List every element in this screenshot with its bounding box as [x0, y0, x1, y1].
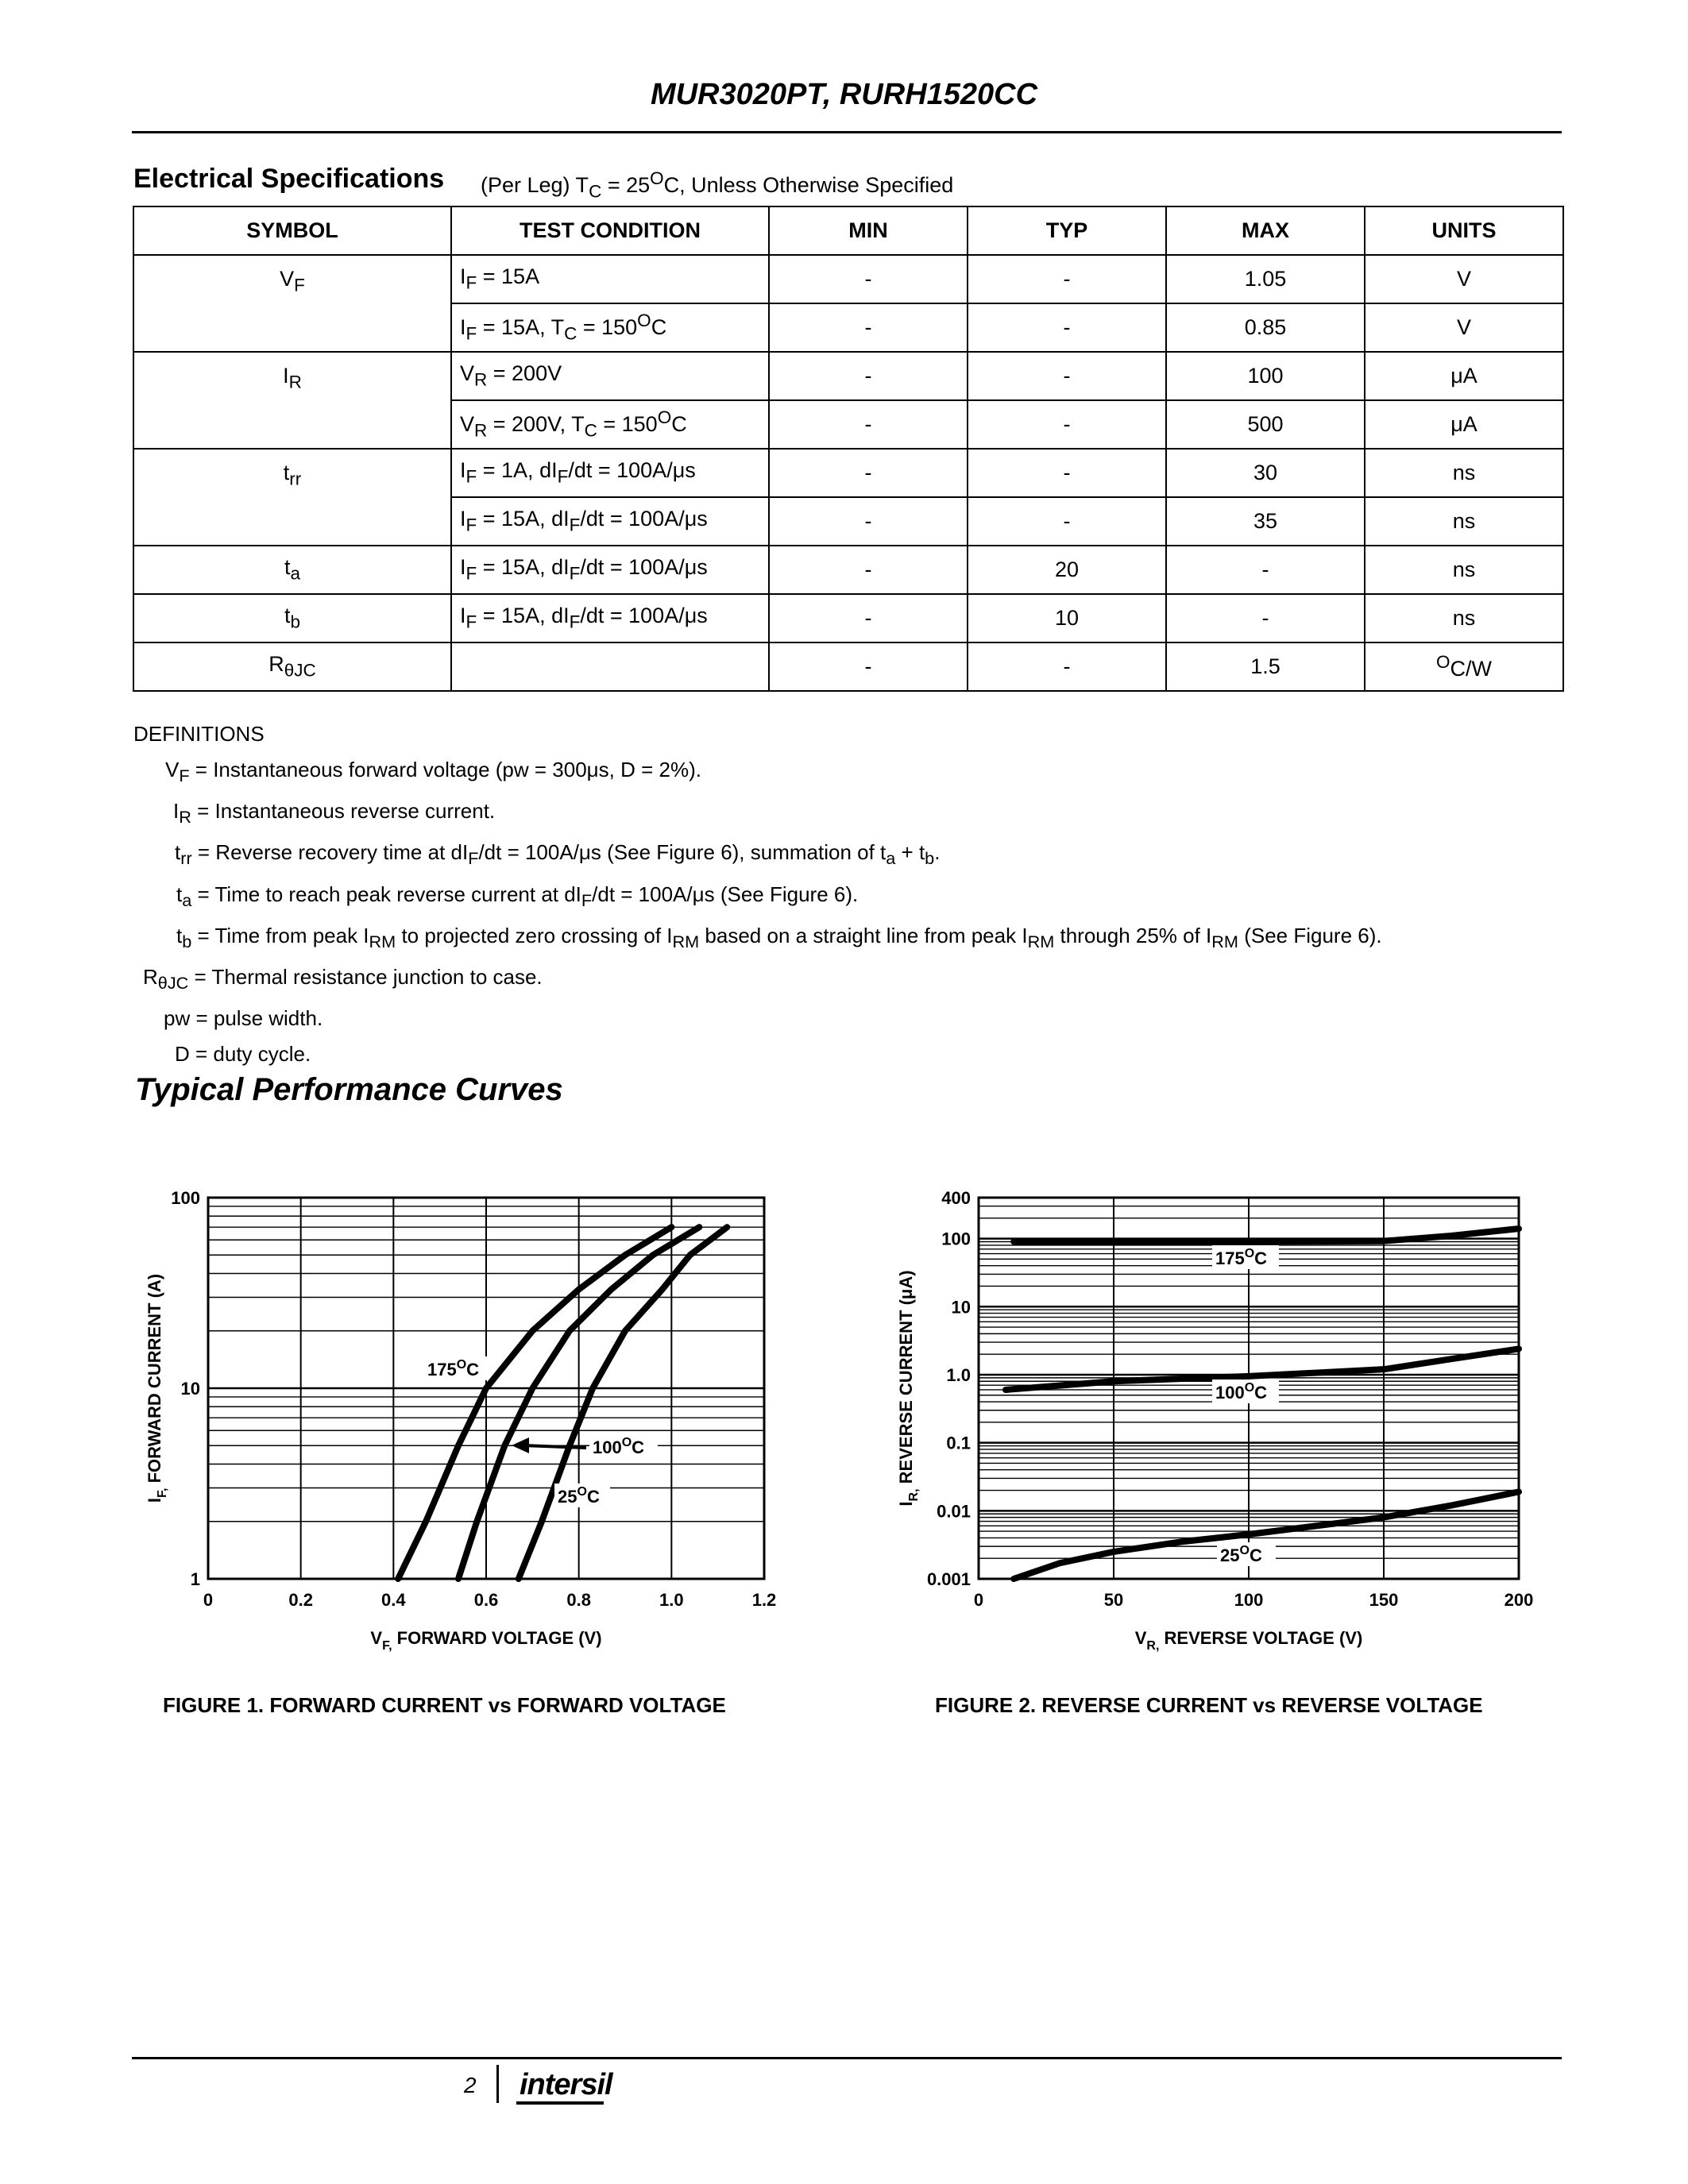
y-tick-label: 1 [190, 1569, 200, 1589]
x-tick-label: 0 [203, 1590, 214, 1610]
symbol-ir: $I_R$ [133, 352, 451, 449]
col-header-test-condition: TEST CONDITION [451, 206, 769, 255]
table-row [133, 449, 1563, 497]
min-value: - [769, 352, 968, 400]
max-value: - [1166, 594, 1365, 642]
y-tick-label: 0.001 [926, 1569, 971, 1589]
definition-pw: pw = pulse width. [164, 1006, 323, 1031]
definitions-title: DEFINITIONS [133, 722, 265, 746]
document-header-title: MUR3020PT, RURH1520CC [650, 78, 1038, 111]
y-tick-label: 100 [941, 1229, 971, 1249]
min-value: - [769, 546, 968, 594]
x-axis-label: $V_{R,}$ REVERSE VOLTAGE (V) [1134, 1628, 1363, 1652]
figure-2-chart [874, 1175, 1573, 1652]
typ-value: - [968, 400, 1166, 449]
symbol-trr: $t_{rr}$ [133, 449, 451, 546]
x-tick-label: 200 [1504, 1590, 1534, 1610]
symbol-vf: $V_F$ [133, 255, 451, 352]
col-header-symbol: SYMBOL [133, 206, 451, 255]
y-axis-label: $I_{F,}$ FORWARD CURRENT (A) [145, 1273, 169, 1503]
y-axis-label: $I_{R,}$ REVERSE CURRENT (μA) [896, 1270, 921, 1507]
y-tick-label: 10 [951, 1297, 971, 1318]
test-condition: $I_F = 15A$ [451, 255, 769, 303]
footer-divider [496, 2065, 499, 2103]
y-tick-label: 1.0 [946, 1364, 971, 1385]
intersil-logo: intersil [520, 2068, 612, 2101]
definition-vf: $V_F$ = Instantaneous forward voltage (pw = 300μs, D = 2%). [165, 758, 701, 786]
y-tick-label: 10 [180, 1379, 200, 1399]
table-row [133, 642, 1563, 691]
units-value: ns [1365, 449, 1563, 497]
table-row [133, 255, 1563, 303]
series-annotation-175: $175^OC$ [1215, 1247, 1268, 1268]
test-condition [451, 642, 769, 691]
col-header-min: MIN [769, 206, 968, 255]
max-value: - [1166, 546, 1365, 594]
header-rule [132, 131, 1562, 133]
spec-table [133, 206, 1564, 692]
table-header-row [133, 206, 1563, 255]
units-value: $^O$C/W [1365, 642, 1563, 691]
definition-rthjc: $R_{\theta JC}$ = Thermal resistance junction to case. [143, 964, 543, 994]
spec-section-title: Electrical Specifications [133, 164, 445, 194]
x-tick-label: 0 [973, 1590, 984, 1610]
symbol-ta: $t_a$ [133, 546, 451, 594]
units-value: μA [1365, 400, 1563, 449]
units-value: ns [1365, 546, 1563, 594]
y-tick-label: 0.1 [946, 1433, 971, 1453]
test-condition: $V_R = 200V$ [451, 352, 769, 400]
min-value: - [769, 400, 968, 449]
col-header-max: MAX [1166, 206, 1365, 255]
col-header-units: UNITS [1365, 206, 1563, 255]
x-tick-label: 100 [1234, 1590, 1264, 1610]
x-tick-label: 0.2 [288, 1590, 313, 1610]
x-tick-label: 150 [1369, 1590, 1399, 1610]
typ-value: 10 [968, 594, 1166, 642]
typ-value: 20 [968, 546, 1166, 594]
y-tick-label: 0.01 [937, 1501, 971, 1522]
x-axis-label: $V_{F,}$ FORWARD VOLTAGE (V) [370, 1628, 602, 1652]
col-header-typ: TYP [968, 206, 1166, 255]
symbol-tb: $t_b$ [133, 594, 451, 642]
definition-ir: $I_R$ = Instantaneous reverse current. [173, 799, 496, 828]
table-row [133, 352, 1563, 400]
figure-1-chart [119, 1175, 794, 1652]
max-value: 0.85 [1166, 303, 1365, 352]
annotation-arrowhead [512, 1437, 529, 1453]
units-value: ns [1365, 594, 1563, 642]
page-number: 2 [464, 2073, 477, 2097]
min-value: - [769, 497, 968, 546]
min-value: - [769, 642, 968, 691]
min-value: - [769, 303, 968, 352]
typ-value: - [968, 352, 1166, 400]
units-value: V [1365, 255, 1563, 303]
series-line-175 [398, 1227, 671, 1579]
definition-ta: $t_a$ = Time to reach peak reverse current at $dI_F/dt = 100A/\mu s$ (See Figure 6). [176, 882, 859, 910]
test-condition: $I_F = 15A$, $T_C = 150^OC$ [451, 303, 769, 352]
units-value: V [1365, 303, 1563, 352]
min-value: - [769, 255, 968, 303]
test-condition: $I_F = 15A$, $dI_F/dt = 100A/\mu s$ [451, 594, 769, 642]
symbol-rthjc: $R_{\theta JC}$ [133, 642, 451, 691]
performance-curves-title: Typical Performance Curves [135, 1072, 563, 1107]
test-condition: $V_R = 200V$, $T_C = 150^OC$ [451, 400, 769, 449]
x-tick-label: 50 [1103, 1590, 1124, 1610]
test-condition: $I_F = 1A$, $dI_F/dt = 100A/\mu s$ [451, 449, 769, 497]
units-value: ns [1365, 497, 1563, 546]
definition-d: D = duty cycle. [175, 1042, 311, 1067]
table-row [133, 546, 1563, 594]
max-value: 1.05 [1166, 255, 1365, 303]
y-tick-label: 400 [941, 1188, 971, 1208]
x-tick-label: 1.0 [659, 1590, 684, 1610]
max-value: 30 [1166, 449, 1365, 497]
series-line-175 [1014, 1229, 1519, 1241]
max-value: 100 [1166, 352, 1365, 400]
typ-value: - [968, 449, 1166, 497]
definitions-block [133, 716, 1382, 1072]
definition-trr: $t_{rr}$ = Reverse recovery time at $dI_F/dt = 100A/\mu s$ (See Figure 6), summation of $t_a + t_b$. [175, 840, 941, 869]
typ-value: - [968, 303, 1166, 352]
typ-value: - [968, 642, 1166, 691]
series-annotation-175: $175^OC$ [427, 1358, 480, 1379]
max-value: 1.5 [1166, 642, 1365, 691]
typ-value: - [968, 497, 1166, 546]
x-tick-label: 0.8 [566, 1590, 591, 1610]
x-tick-label: 1.2 [751, 1590, 777, 1610]
series-annotation-25: $25^OC$ [1220, 1544, 1262, 1565]
spec-section-condition: (Per Leg) $T_C = 25^OC$, Unless Otherwise Specified [481, 168, 954, 202]
footer-rule [132, 2057, 1562, 2059]
series-annotation-100: $100^OC$ [593, 1436, 645, 1457]
figure-1-caption: FIGURE 1. FORWARD CURRENT vs FORWARD VOLTAGE [163, 1693, 726, 1717]
test-condition: $I_F = 15A$, $dI_F/dt = 100A/\mu s$ [451, 546, 769, 594]
max-value: 35 [1166, 497, 1365, 546]
y-tick-label: 100 [171, 1188, 200, 1208]
definition-tb: $t_b$ = Time from peak $I_{RM}$ to projected zero crossing of $I_{RM}$ based on a straight line from peak $I_{RM}$ through 25% of $I_{RM}$ (See Figure 6). [176, 923, 1382, 951]
figure-2-caption: FIGURE 2. REVERSE CURRENT vs REVERSE VOLTAGE [935, 1693, 1483, 1717]
min-value: - [769, 449, 968, 497]
series-annotation-25: $25^OC$ [558, 1485, 600, 1507]
series-annotation-100: $100^OC$ [1215, 1381, 1268, 1403]
typ-value: - [968, 255, 1166, 303]
x-tick-label: 0.6 [473, 1590, 499, 1610]
table-row [133, 594, 1563, 642]
test-condition: $I_F = 15A$, $dI_F/dt = 100A/\mu s$ [451, 497, 769, 546]
min-value: - [769, 594, 968, 642]
max-value: 500 [1166, 400, 1365, 449]
units-value: μA [1365, 352, 1563, 400]
x-tick-label: 0.4 [381, 1590, 406, 1610]
logo-underline [516, 2101, 604, 2105]
